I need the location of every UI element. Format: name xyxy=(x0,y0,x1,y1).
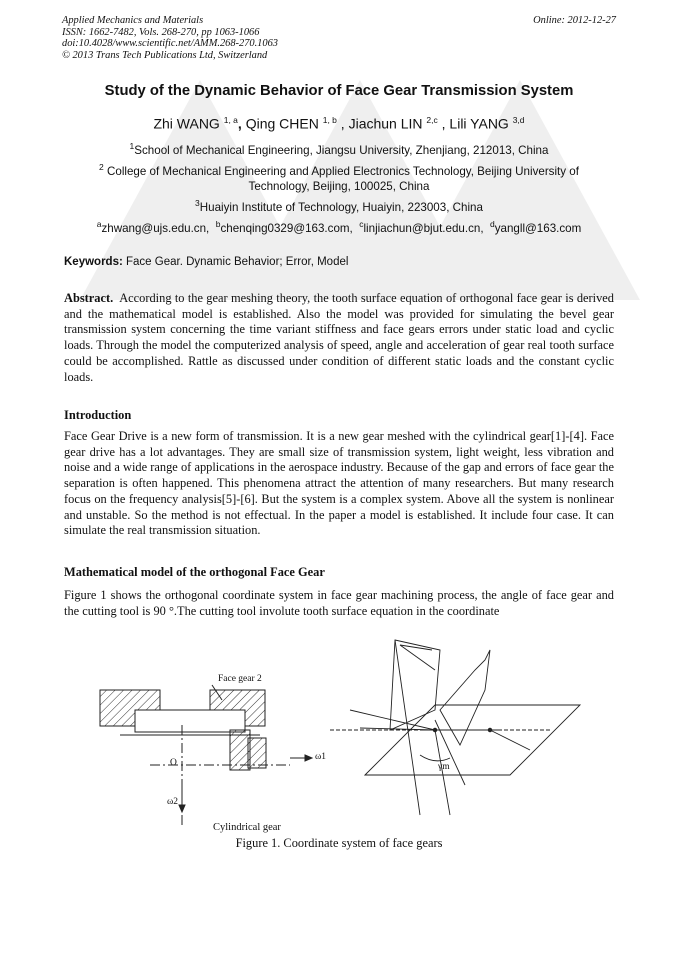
email-link[interactable]: linjiachun@bjut.edu.cn, xyxy=(363,221,484,235)
issn-line: ISSN: 1662-7482, Vols. 268-270, pp 1063-1066 xyxy=(62,26,260,38)
keywords: Keywords: Face Gear. Dynamic Behavior; Error, Model xyxy=(64,256,349,268)
author-name: Lili YANG xyxy=(449,115,509,132)
email-link[interactable]: chenqing0329@163.com, xyxy=(220,221,353,235)
figure-1-drawing xyxy=(90,630,600,840)
abstract xyxy=(64,291,614,385)
label-w1: ω1 xyxy=(315,752,327,762)
introduction-text: Face Gear Drive is a new form of transmission. It is a new gear meshed with the cylindrical gear[1]-[4]. Face gear drive has a lot advantages. They are small size of transmission system, light weight, less vibration and noise and a wide range of applications in the aerospace industry. Because of the gap and errors of face gear the separation is often happened. This phenomena attract the attention of many researchers. But many research focus on the frequency analysis[5]-[6]. But the system is a complex system. Above all the system is nonlinear and unstable. So the method is not effectual. In the paper a model is established. It include four case. It can simulate the real transmission situation. xyxy=(64,429,614,538)
doi-line: doi:10.4028/www.scientific.net/AMM.268-270.1063 xyxy=(62,38,278,50)
affiliation-3: $^3$Huaiyin Institute of Technology, Huaiyin, 223003, China xyxy=(195,198,483,214)
author-sup: 3,d xyxy=(512,115,525,125)
author-name: Zhi WANG xyxy=(153,115,220,132)
coordinate-system-drawing xyxy=(330,640,580,815)
author-name: Qing CHEN xyxy=(245,115,319,132)
affiliation-2: $^2$ College of Mechanical Engineering and Applied Electronics Technology, Beijing University of Technology, Beijing, 100025, China xyxy=(99,162,579,194)
label-gamma: γm xyxy=(438,762,450,772)
label-cylindrical-gear: Cylindrical gear xyxy=(213,822,281,833)
online-date: Online: 2012-12-27 xyxy=(533,15,616,26)
math-model-heading: Mathematical model of the orthogonal Face Gear xyxy=(64,565,325,579)
math-model-text: Figure 1 shows the orthogonal coordinate system in face gear machining process, the angle of face gear and the cutting tool is 90 °.The cutting tool involute tooth surface equation in the coordinate xyxy=(64,588,614,618)
label-o: O xyxy=(170,758,177,768)
abstract-label: Abstract. xyxy=(64,291,114,305)
introduction-heading: Introduction xyxy=(64,408,132,422)
author-sup: 1, b xyxy=(322,115,337,125)
author-sup: 2,c xyxy=(426,115,438,125)
author-sup: 1, a xyxy=(223,115,238,125)
author-name: Jiachun LIN xyxy=(348,115,423,132)
journal-header xyxy=(62,15,278,61)
email-line: $^a$zhwang@ujs.edu.cn, $^b$chenqing0329@163.com, $^c$linjiachun@bjut.edu.cn, $^d$yangll@163.com xyxy=(96,219,582,235)
email-link[interactable]: zhwang@ujs.edu.cn, xyxy=(101,221,210,235)
abstract-text: According to the gear meshing theory, the tooth surface equation of orthogonal face gear is derived and the mathematical model is established. Also the model was provided for simulating the bevel gear transmission system concerning the time variant stiffness and face gears errors under static load and cyclic loads. Through the model the computerized analysis of speed, angle and acceleration of gear real tooth surface could be accomplished. Rattle as discussed under condition of different static loads and the constant cyclic loads. xyxy=(64,291,615,384)
journal-name: Applied Mechanics and Materials xyxy=(62,15,204,26)
email-link[interactable]: yangll@163.com xyxy=(494,221,582,235)
author-list: Zhi WANG $^{1, a}$, Qing CHEN $^{1, b}$ , Jiachun LIN $^{2,c}$ , Lili YANG $^{3,d}$ xyxy=(153,115,525,132)
figure-1 xyxy=(90,630,600,840)
copyright-line: © 2013 Trans Tech Publications Ltd, Switzerland xyxy=(62,49,268,61)
face-gear-section xyxy=(100,685,312,825)
paper-title: Study of the Dynamic Behavior of Face Gear Transmission System xyxy=(104,83,574,99)
affiliation-1: $^1$School of Mechanical Engineering, Jiangsu University, Zhenjiang, 212013, China xyxy=(129,141,549,157)
figure-caption: Figure 1. Coordinate system of face gears xyxy=(235,836,443,850)
label-face-gear: Face gear 2 xyxy=(218,674,262,684)
label-w2: ω2 xyxy=(167,797,179,807)
